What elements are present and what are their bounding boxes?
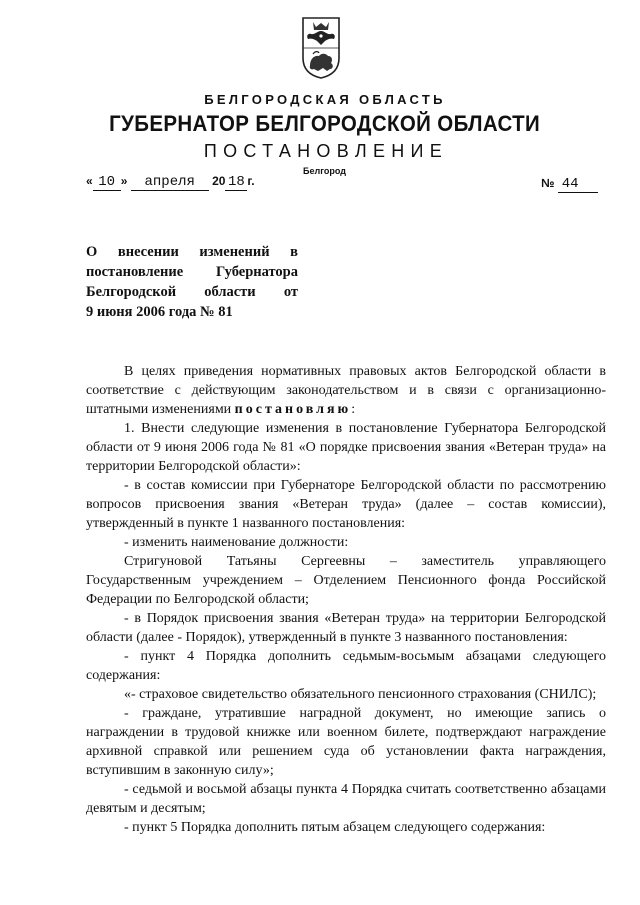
body-paragraph: - изменить наименование должности: [124, 535, 349, 550]
intro-text: В целях приведения нормативных правовых актов Белгородской области в соответствие с действующим законодательством и в связи с организационно-штатными изменениями [86, 364, 606, 417]
region-name: БЕЛГОРОДСКАЯ ОБЛАСТЬ [204, 92, 446, 107]
date-close-quote: » [120, 174, 128, 188]
document-type: ПОСТАНОВЛЕНИЕ [203, 141, 449, 161]
date-month: апреля [131, 175, 209, 191]
belgorod-coat-of-arms-icon [297, 14, 345, 80]
body-paragraph: - граждане, утратившие наградной документ, но имеющие запись о награждении в трудовой книжке или военном билете, подтверждают награждение архивной справкой или решением суда об установлении факта награждения, вступившим в законную силу»; [86, 706, 606, 778]
subject-line: постановление Губернатора [86, 264, 298, 280]
body-paragraph: - пункт 4 Порядка дополнить седьмым-восьмым абзацами следующего содержания: [86, 649, 606, 683]
subject-line: 9 июня 2006 года № 81 [86, 304, 233, 320]
city: Белгород [303, 166, 346, 176]
number-label: № [541, 176, 555, 190]
body-paragraph: 1. Внести следующие изменения в постановление Губернатора Белгородской области от 9 июня 2006 года № 81 «О порядке присвоения звания «Ветеран труда» на территории Белгородской области»: [86, 421, 606, 474]
intro-paragraph [86, 362, 606, 419]
date-open-quote: « [86, 174, 93, 188]
body-paragraph: - пункт 5 Порядка дополнить пятым абзацем следующего содержания: [124, 820, 546, 835]
document-number [541, 176, 598, 193]
number-value: 44 [558, 177, 598, 193]
date-day: 10 [93, 175, 121, 191]
date-year-prefix: 20 [212, 174, 226, 188]
body-paragraph: - седьмой и восьмой абзацы пункта 4 Порядка считать соответственно абзацами девятым и десятым; [86, 782, 606, 816]
date-year-suffix: 18 [225, 175, 247, 191]
body-paragraph: - в Порядок присвоения звания «Ветеран труда» на территории Белгородской области (далее - Порядок), утвержденный в пункте 3 названного постановления: [86, 611, 606, 645]
issuer-title: ГУБЕРНАТОР БЕЛГОРОДСКОЙ ОБЛАСТИ [109, 111, 541, 136]
decree-word: постановляю [234, 402, 352, 417]
document-date [86, 174, 255, 191]
body-paragraph: - в состав комиссии при Губернаторе Белгородской области по рассмотрению вопросов присвоения звания «Ветеран труда» (далее – состав комиссии), утвержденный в пункте 1 названного постановления: [86, 478, 606, 531]
body-paragraph: Стригуновой Татьяны Сергеевны – заместитель управляющего Государственным учреждением – Отделением Пенсионного фонда Российской Федерации по Белгородской области; [86, 554, 606, 607]
date-year-mark: г. [247, 174, 255, 188]
document-body [86, 362, 606, 837]
intro-end: : [351, 402, 356, 417]
subject-line: О внесении изменений в [86, 244, 298, 260]
document-subject [86, 242, 298, 322]
subject-line: Белгородской области от [86, 284, 298, 300]
body-paragraph: «- страховое свидетельство обязательного пенсионного страхования (СНИЛС); [124, 687, 597, 702]
